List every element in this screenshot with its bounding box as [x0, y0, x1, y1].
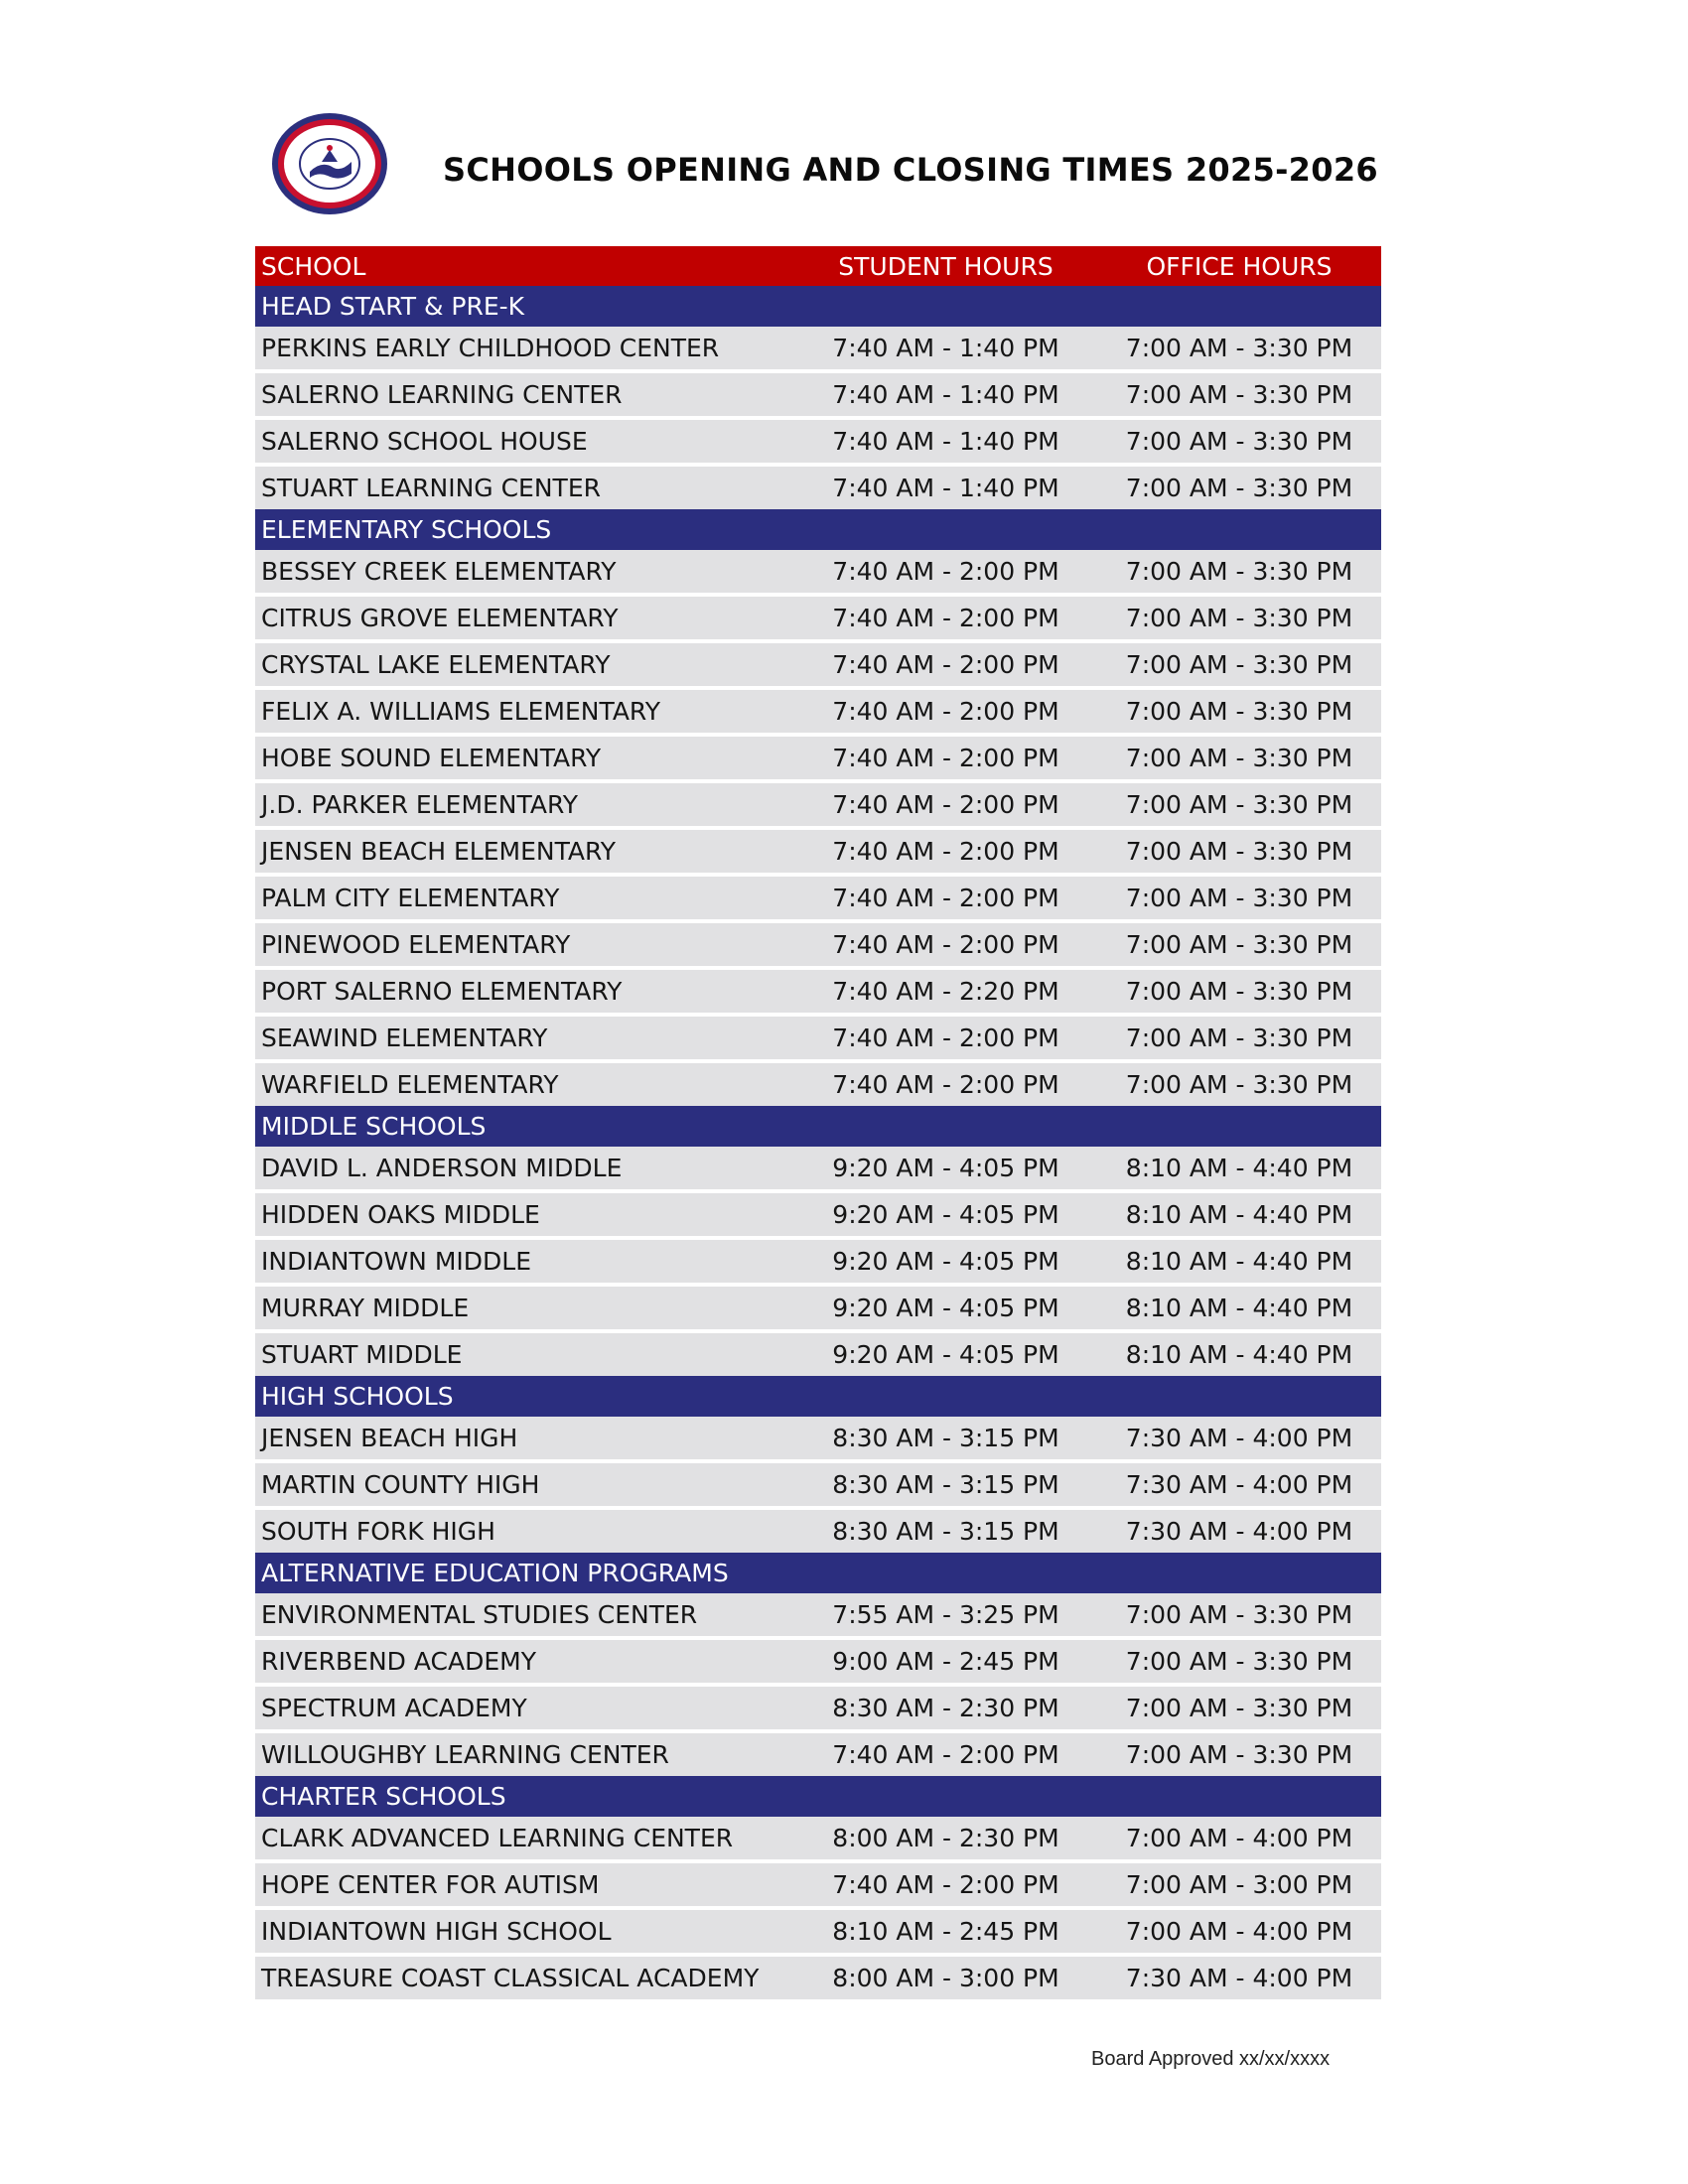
table-row: [255, 1510, 1381, 1553]
student-hours-cell: 9:20 AM - 4:05 PM: [832, 1247, 1059, 1276]
student-hours-cell: 8:00 AM - 3:00 PM: [832, 1964, 1059, 1992]
office-hours-cell: 7:00 AM - 3:30 PM: [1125, 334, 1353, 362]
table-row: [255, 643, 1381, 686]
student-hours-cell: 8:00 AM - 2:30 PM: [832, 1824, 1059, 1852]
office-hours-cell: 7:00 AM - 3:30 PM: [1125, 474, 1353, 502]
student-hours-cell: 7:40 AM - 1:40 PM: [832, 427, 1059, 456]
table-row: [255, 327, 1381, 369]
table-row: [255, 1640, 1381, 1683]
office-hours-cell: 7:00 AM - 4:00 PM: [1125, 1824, 1353, 1852]
section-header-label: HIGH SCHOOLS: [261, 1382, 454, 1411]
section-header: [255, 509, 1381, 550]
school-name-cell: TREASURE COAST CLASSICAL ACADEMY: [261, 1964, 760, 1992]
school-name-cell: HOPE CENTER FOR AUTISM: [261, 1870, 600, 1899]
table-row: [255, 737, 1381, 779]
school-name-cell: CRYSTAL LAKE ELEMENTARY: [261, 650, 611, 679]
table-row: [255, 1287, 1381, 1329]
section-header: [255, 1553, 1381, 1593]
school-name-cell: SALERNO LEARNING CENTER: [261, 380, 623, 409]
school-name-cell: HIDDEN OAKS MIDDLE: [261, 1200, 540, 1229]
school-name-cell: PINEWOOD ELEMENTARY: [261, 930, 571, 959]
school-name-cell: WARFIELD ELEMENTARY: [261, 1070, 559, 1099]
school-name-cell: ENVIRONMENTAL STUDIES CENTER: [261, 1600, 698, 1629]
office-hours-cell: 7:30 AM - 4:00 PM: [1125, 1517, 1353, 1546]
table-row: [255, 1417, 1381, 1459]
table-row: [255, 550, 1381, 593]
section-header-label: CHARTER SCHOOLS: [261, 1782, 506, 1811]
table-header-row: [255, 246, 1381, 286]
student-hours-cell: 7:40 AM - 2:00 PM: [832, 697, 1059, 726]
office-hours-cell: 7:00 AM - 3:30 PM: [1125, 1070, 1353, 1099]
office-hours-cell: 7:00 AM - 3:30 PM: [1125, 1694, 1353, 1722]
office-hours-cell: 7:00 AM - 3:30 PM: [1125, 697, 1353, 726]
table-row: [255, 420, 1381, 463]
student-hours-cell: 7:40 AM - 2:00 PM: [832, 557, 1059, 586]
school-name-cell: PERKINS EARLY CHILDHOOD CENTER: [261, 334, 720, 362]
table-row: [255, 1333, 1381, 1376]
table-row: [255, 830, 1381, 873]
student-hours-cell: 7:40 AM - 2:00 PM: [832, 1070, 1059, 1099]
office-hours-cell: 7:00 AM - 3:30 PM: [1125, 1600, 1353, 1629]
school-name-cell: CITRUS GROVE ELEMENTARY: [261, 604, 619, 632]
office-hours-cell: 7:30 AM - 4:00 PM: [1125, 1964, 1353, 1992]
table-row: [255, 467, 1381, 509]
school-name-cell: MARTIN COUNTY HIGH: [261, 1470, 540, 1499]
student-hours-cell: 8:30 AM - 3:15 PM: [832, 1517, 1059, 1546]
column-header-office-hours: OFFICE HOURS: [1146, 251, 1333, 281]
section-header-label: ELEMENTARY SCHOOLS: [261, 515, 552, 544]
table-row: [255, 783, 1381, 826]
student-hours-cell: 7:40 AM - 2:00 PM: [832, 1024, 1059, 1052]
office-hours-cell: 7:00 AM - 3:30 PM: [1125, 1647, 1353, 1676]
office-hours-cell: 8:10 AM - 4:40 PM: [1125, 1340, 1353, 1369]
table-row: [255, 690, 1381, 733]
table-row: [255, 1463, 1381, 1506]
office-hours-cell: 7:30 AM - 4:00 PM: [1125, 1470, 1353, 1499]
table-row: [255, 1193, 1381, 1236]
office-hours-cell: 7:00 AM - 3:30 PM: [1125, 930, 1353, 959]
student-hours-cell: 7:40 AM - 2:00 PM: [832, 837, 1059, 866]
school-name-cell: J.D. PARKER ELEMENTARY: [261, 790, 578, 819]
student-hours-cell: 7:55 AM - 3:25 PM: [832, 1600, 1059, 1629]
student-hours-cell: 7:40 AM - 2:00 PM: [832, 604, 1059, 632]
board-approval-note: Board Approved xx/xx/xxxx: [1091, 2048, 1331, 2070]
table-row: [255, 1817, 1381, 1859]
table-row: [255, 1957, 1381, 1999]
school-name-cell: INDIANTOWN HIGH SCHOOL: [261, 1917, 612, 1946]
office-hours-cell: 7:00 AM - 3:30 PM: [1125, 790, 1353, 819]
column-header-school: SCHOOL: [261, 251, 366, 281]
school-name-cell: HOBE SOUND ELEMENTARY: [261, 744, 602, 772]
school-name-cell: FELIX A. WILLIAMS ELEMENTARY: [261, 697, 660, 726]
student-hours-cell: 7:40 AM - 2:00 PM: [832, 1740, 1059, 1769]
office-hours-cell: 7:00 AM - 3:30 PM: [1125, 1024, 1353, 1052]
student-hours-cell: 8:30 AM - 3:15 PM: [832, 1470, 1059, 1499]
student-hours-cell: 8:30 AM - 3:15 PM: [832, 1424, 1059, 1452]
student-hours-cell: 7:40 AM - 1:40 PM: [832, 334, 1059, 362]
table-row: [255, 1733, 1381, 1776]
office-hours-cell: 7:00 AM - 3:30 PM: [1125, 744, 1353, 772]
school-name-cell: BESSEY CREEK ELEMENTARY: [261, 557, 617, 586]
student-hours-cell: 7:40 AM - 2:00 PM: [832, 1870, 1059, 1899]
school-name-cell: STUART LEARNING CENTER: [261, 474, 601, 502]
school-name-cell: JENSEN BEACH HIGH: [261, 1424, 518, 1452]
section-header: [255, 1776, 1381, 1817]
school-name-cell: SPECTRUM ACADEMY: [261, 1694, 527, 1722]
office-hours-cell: 7:00 AM - 3:30 PM: [1125, 604, 1353, 632]
school-name-cell: JENSEN BEACH ELEMENTARY: [261, 837, 617, 866]
office-hours-cell: 7:00 AM - 4:00 PM: [1125, 1917, 1353, 1946]
table-row: [255, 1147, 1381, 1189]
school-name-cell: PORT SALERNO ELEMENTARY: [261, 977, 623, 1006]
student-hours-cell: 8:30 AM - 2:30 PM: [832, 1694, 1059, 1722]
student-hours-cell: 7:40 AM - 1:40 PM: [832, 474, 1059, 502]
student-hours-cell: 7:40 AM - 2:00 PM: [832, 650, 1059, 679]
school-name-cell: WILLOUGHBY LEARNING CENTER: [261, 1740, 669, 1769]
school-name-cell: STUART MIDDLE: [261, 1340, 463, 1369]
student-hours-cell: 9:20 AM - 4:05 PM: [832, 1154, 1059, 1182]
office-hours-cell: 7:00 AM - 3:30 PM: [1125, 884, 1353, 912]
office-hours-cell: 7:00 AM - 3:30 PM: [1125, 837, 1353, 866]
school-name-cell: DAVID L. ANDERSON MIDDLE: [261, 1154, 623, 1182]
student-hours-cell: 9:20 AM - 4:05 PM: [832, 1294, 1059, 1322]
student-hours-cell: 9:20 AM - 4:05 PM: [832, 1200, 1059, 1229]
table-row: [255, 1593, 1381, 1636]
office-hours-cell: 7:00 AM - 3:30 PM: [1125, 1740, 1353, 1769]
student-hours-cell: 7:40 AM - 1:40 PM: [832, 380, 1059, 409]
school-name-cell: PALM CITY ELEMENTARY: [261, 884, 560, 912]
office-hours-cell: 7:30 AM - 4:00 PM: [1125, 1424, 1353, 1452]
school-name-cell: RIVERBEND ACADEMY: [261, 1647, 536, 1676]
table-row: [255, 923, 1381, 966]
student-hours-cell: 7:40 AM - 2:00 PM: [832, 744, 1059, 772]
page-title: SCHOOLS OPENING AND CLOSING TIMES 2025-2026: [443, 151, 1378, 189]
office-hours-cell: 7:00 AM - 3:30 PM: [1125, 380, 1353, 409]
office-hours-cell: 8:10 AM - 4:40 PM: [1125, 1200, 1353, 1229]
student-hours-cell: 7:40 AM - 2:00 PM: [832, 884, 1059, 912]
table-row: [255, 1687, 1381, 1729]
table-row: [255, 1240, 1381, 1283]
table-row: [255, 877, 1381, 919]
office-hours-cell: 7:00 AM - 3:30 PM: [1125, 427, 1353, 456]
table-row: [255, 373, 1381, 416]
student-hours-cell: 9:20 AM - 4:05 PM: [832, 1340, 1059, 1369]
student-hours-cell: 7:40 AM - 2:20 PM: [832, 977, 1059, 1006]
school-name-cell: CLARK ADVANCED LEARNING CENTER: [261, 1824, 734, 1852]
column-header-student-hours: STUDENT HOURS: [838, 251, 1054, 281]
office-hours-cell: 7:00 AM - 3:30 PM: [1125, 977, 1353, 1006]
table-row: [255, 1910, 1381, 1953]
office-hours-cell: 7:00 AM - 3:30 PM: [1125, 557, 1353, 586]
school-name-cell: SALERNO SCHOOL HOUSE: [261, 427, 588, 456]
section-header-label: HEAD START & PRE-K: [261, 292, 525, 321]
office-hours-cell: 7:00 AM - 3:30 PM: [1125, 650, 1353, 679]
table-row: [255, 1063, 1381, 1106]
school-name-cell: MURRAY MIDDLE: [261, 1294, 470, 1322]
table-row: [255, 970, 1381, 1013]
office-hours-cell: 8:10 AM - 4:40 PM: [1125, 1294, 1353, 1322]
student-hours-cell: 7:40 AM - 2:00 PM: [832, 790, 1059, 819]
student-hours-cell: 8:10 AM - 2:45 PM: [832, 1917, 1059, 1946]
office-hours-cell: 8:10 AM - 4:40 PM: [1125, 1154, 1353, 1182]
district-seal-icon: [270, 112, 390, 215]
office-hours-cell: 7:00 AM - 3:00 PM: [1125, 1870, 1353, 1899]
schedule-table: [255, 246, 1381, 1999]
school-name-cell: INDIANTOWN MIDDLE: [261, 1247, 531, 1276]
office-hours-cell: 8:10 AM - 4:40 PM: [1125, 1247, 1353, 1276]
table-row: [255, 1017, 1381, 1059]
section-header: [255, 1106, 1381, 1147]
student-hours-cell: 9:00 AM - 2:45 PM: [832, 1647, 1059, 1676]
section-header-label: ALTERNATIVE EDUCATION PROGRAMS: [261, 1559, 729, 1587]
student-hours-cell: 7:40 AM - 2:00 PM: [832, 930, 1059, 959]
section-header-label: MIDDLE SCHOOLS: [261, 1112, 487, 1141]
table-row: [255, 1863, 1381, 1906]
section-header: [255, 286, 1381, 327]
section-header: [255, 1376, 1381, 1417]
table-body: [255, 286, 1381, 1999]
school-name-cell: SEAWIND ELEMENTARY: [261, 1024, 548, 1052]
table-row: [255, 597, 1381, 639]
school-name-cell: SOUTH FORK HIGH: [261, 1517, 495, 1546]
